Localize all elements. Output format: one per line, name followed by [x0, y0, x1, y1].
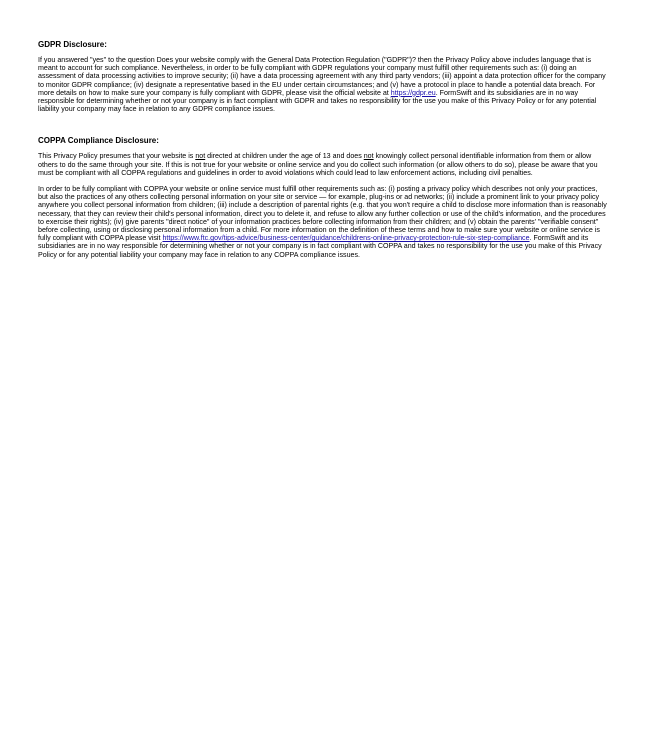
- coppa-p2-text-c: . FormSwift and its subsidiaries are in no way responsible for determining whether or not your company is in fact compliant with COPPA and takes no responsibility for the use you make of this Privacy Policy or for any potential liability your company may face in relation to any COPPA compliance issues.: [38, 234, 602, 259]
- coppa-p2-text-a: In order to be fully compliant with COPPA your website or online service must fulfill other requirements such as: (i) posting a privacy policy which describes not only: [38, 185, 552, 194]
- coppa-paragraph-2: [38, 185, 608, 259]
- gdpr-text-before-link: If you answered "yes" to the question Does your website comply with the General Data Protection Regulation ("GDPR")? then the Privacy Policy above includes language that is meant to account for such compliance. Nevertheless, in order to be fully compliant with GDPR regulations your company must fulfill other requirements such as: (i) doing an assessment of data processing activities to improve security; (ii) have a data processing agreement with any third party vendors; (iii) appoint a data protection officer for the company to monitor GDPR compliance; (iv) designate a representative based in the EU under certain circumstances; and (v) have a protocol in place to handle a potential data breach. For more details on how to make sure your company is fully compliant with GDPR, please visit the official website at: [38, 56, 606, 97]
- coppa-p1-text-c: knowingly collect personal identifiable information from them or allow others to do the same through your site. If this is not true for your website or online service and you do collect such information (or allow others to do so), please be aware that you must be compliant with all COPPA regulations and guidelines in order to avoid violations which could lead to law enforcement actions, including civil penalties.: [38, 152, 598, 177]
- coppa-p2-text-b: practices, but also the practices of any others collecting personal information on your site or service — for example, plug-ins or ad networks; (ii) include a prominent link to your privacy policy anywhere you collect personal information from children; (iii) include a description of parental rights (e.g. that you won't require a child to disclose more information than is reasonably necessary, that they can review their child's personal information, direct you to delete it, and refuse to allow any further collection or use of the child's information, and the procedures to exercise their rights); (iv) give parents "direct notice" of your information practices before collecting information from their children; and (v) obtain the parents' "verifiable consent" before collecting, using or disclosing personal information from a child. For more information on the definition of these terms and how to make sure your website or online service is fully compliant with COPPA please visit: [38, 185, 607, 243]
- coppa-section: [38, 136, 608, 258]
- gdpr-text-after-link: . FormSwift and its subsidiaries are in no way responsible for determining whether or not your company is in fact compliant with GDPR and takes no responsibility for the use you make of this Privacy Policy or for any potential liability your company may face in relation to any GDPR compliance issues.: [38, 88, 597, 114]
- gdpr-paragraph: [38, 56, 608, 113]
- coppa-ftc-link[interactable]: https://www.ftc.gov/tips-advice/business-center/guidance/childrens-online-privacy-protection-rule-six-step-compliance: [162, 234, 530, 243]
- coppa-paragraph-1: [38, 152, 608, 177]
- coppa-heading: COPPA Compliance Disclosure:: [38, 136, 159, 146]
- coppa-p1-not-2: not: [363, 152, 374, 161]
- paragraph-spacer: [38, 177, 608, 185]
- coppa-p1-not-1: not: [195, 152, 206, 161]
- coppa-p1-text-a: This Privacy Policy presumes that your website is: [38, 152, 196, 161]
- gdpr-heading: GDPR Disclosure:: [38, 40, 107, 49]
- gdpr-section: [38, 40, 608, 113]
- section-spacer: [38, 113, 608, 136]
- document-page: [38, 40, 608, 259]
- gdpr-link[interactable]: https://gdpr.eu: [390, 88, 436, 97]
- coppa-p1-text-b: directed at children under the age of 13 and does: [205, 152, 364, 161]
- coppa-p2-your: your: [551, 185, 566, 194]
